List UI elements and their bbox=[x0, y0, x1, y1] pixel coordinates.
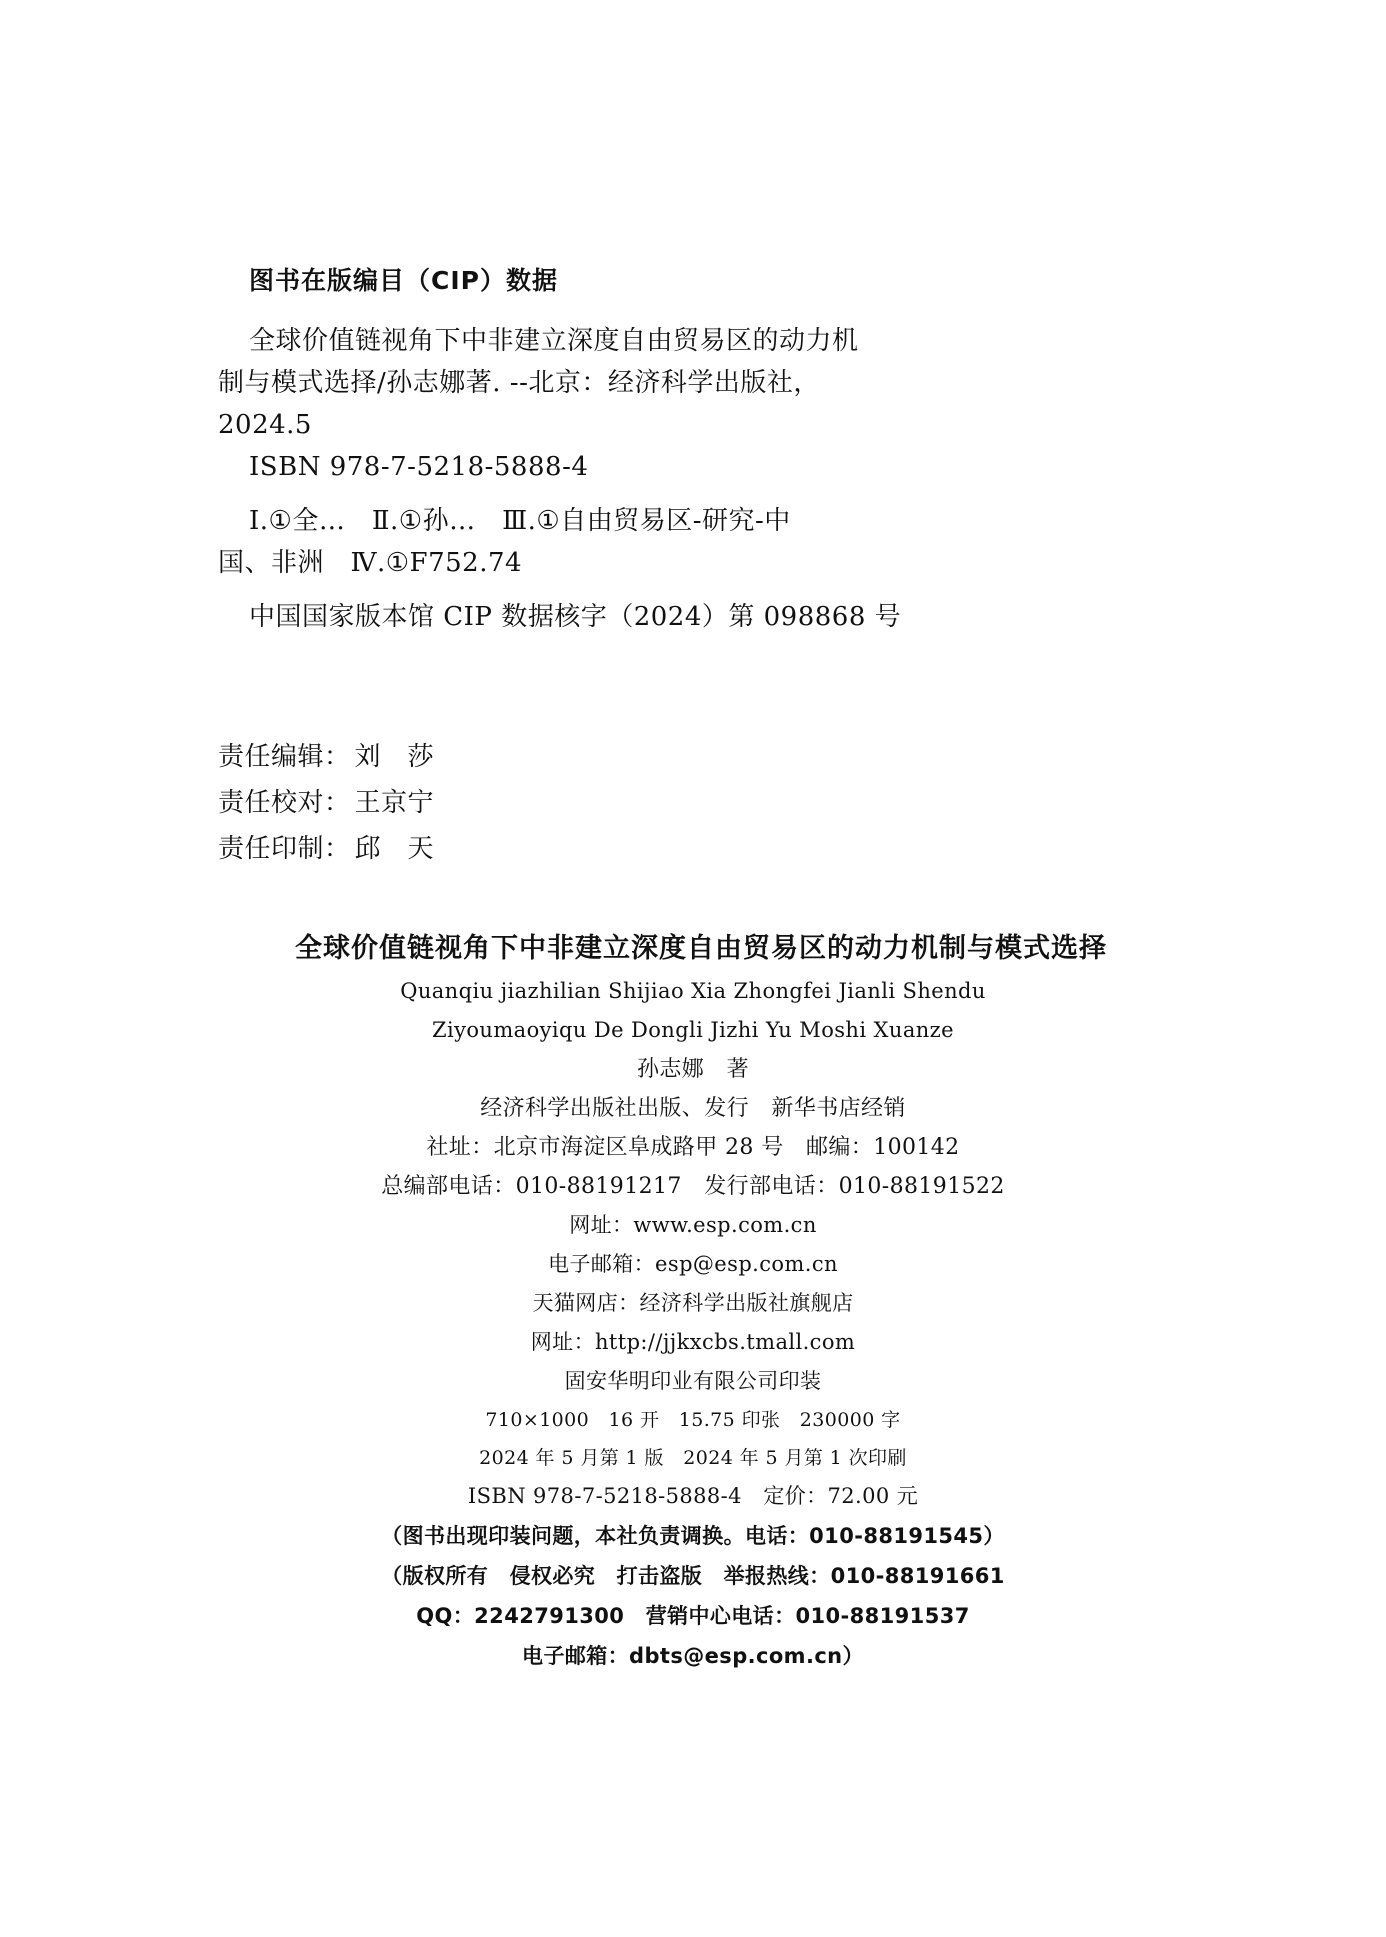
colophon-notice-3: QQ：2242791300 营销中心电话：010-88191537 bbox=[416, 1604, 970, 1628]
colophon-printer: 固安华明印业有限公司印装 bbox=[564, 1369, 822, 1393]
cip-isbn-text: ISBN 978-7-5218-5888-4 bbox=[249, 452, 589, 482]
responsible-editor-label: 责任编辑： bbox=[218, 742, 351, 772]
cip-block bbox=[218, 260, 978, 638]
responsible-editor-value: 刘 莎 bbox=[354, 742, 435, 772]
responsible-proofreader-value: 王京宁 bbox=[354, 788, 435, 818]
cip-isbn bbox=[218, 446, 978, 488]
colophon-specs: 710×1000 16 开 15.75 印张 230000 字 bbox=[485, 1409, 901, 1431]
colophon-pinyin-2: Ziyoumaoyiqu De Dongli Jizhi Yu Moshi Xuanze bbox=[432, 1018, 954, 1042]
responsible-printing-label: 责任印制： bbox=[218, 834, 351, 864]
colophon-tmall-url: 网址：http://jjkxcbs.tmall.com bbox=[530, 1330, 856, 1354]
colophon-pinyin-1: Quanqiu jiazhilian Shijiao Xia Zhongfei Jianli Shendu bbox=[400, 979, 986, 1003]
cip-title-line-1: 全球价值链视角下中非建立深度自由贸易区的动力机 bbox=[249, 326, 859, 356]
colophon-phones: 总编部电话：010-88191217 发行部电话：010-88191522 bbox=[381, 1174, 1005, 1199]
colophon-notice-2: （版权所有 侵权必究 打击盗版 举报热线：010-88191661 bbox=[381, 1564, 1005, 1588]
colophon-publisher: 经济科学出版社出版、发行 新华书店经销 bbox=[480, 1096, 906, 1121]
cip-heading: 图书在版编目（CIP）数据 bbox=[249, 266, 558, 295]
cip-number-text: 中国国家版本馆 CIP 数据核字（2024）第 098868 号 bbox=[249, 602, 902, 632]
colophon-notice-4: 电子邮箱：dbts@esp.com.cn） bbox=[522, 1644, 864, 1668]
colophon-address: 社址：北京市海淀区阜成路甲 28 号 邮编：100142 bbox=[426, 1135, 960, 1160]
colophon-notice-1: （图书出现印装问题，本社负责调换。电话：010-88191545） bbox=[381, 1524, 1005, 1548]
colophon-website: 网址：www.esp.com.cn bbox=[569, 1213, 817, 1237]
responsible-proofreader bbox=[218, 780, 434, 826]
colophon-email: 电子邮箱：esp@esp.com.cn bbox=[548, 1252, 838, 1276]
colophon-block bbox=[0, 926, 1386, 1676]
responsible-editor bbox=[218, 734, 434, 780]
responsible-printing bbox=[218, 826, 434, 872]
colophon-edition: 2024 年 5 月第 1 版 2024 年 5 月第 1 次印刷 bbox=[479, 1447, 907, 1469]
responsible-printing-value: 邱 天 bbox=[354, 834, 435, 864]
cip-number bbox=[218, 596, 978, 638]
cip-title-entry bbox=[218, 320, 978, 446]
cip-class-line-2: 国、非洲 Ⅳ.①F752.74 bbox=[218, 548, 523, 578]
cip-classification bbox=[218, 500, 978, 584]
responsibility-block bbox=[218, 734, 434, 872]
colophon-tmall-store: 天猫网店：经济科学出版社旗舰店 bbox=[532, 1291, 854, 1315]
colophon-author: 孙志娜 著 bbox=[636, 1057, 749, 1082]
cip-class-line-1: Ⅰ.①全… Ⅱ.①孙… Ⅲ.①自由贸易区-研究-中 bbox=[249, 506, 791, 536]
cip-title-line-2: 制与模式选择/孙志娜著. --北京：经济科学出版社， bbox=[218, 368, 820, 398]
colophon-isbn-price: ISBN 978-7-5218-5888-4 定价：72.00 元 bbox=[467, 1484, 919, 1508]
responsible-proofreader-label: 责任校对： bbox=[218, 788, 351, 818]
colophon-title: 全球价值链视角下中非建立深度自由贸易区的动力机制与模式选择 bbox=[295, 933, 1107, 964]
cip-title-line-3: 2024.5 bbox=[218, 410, 312, 440]
